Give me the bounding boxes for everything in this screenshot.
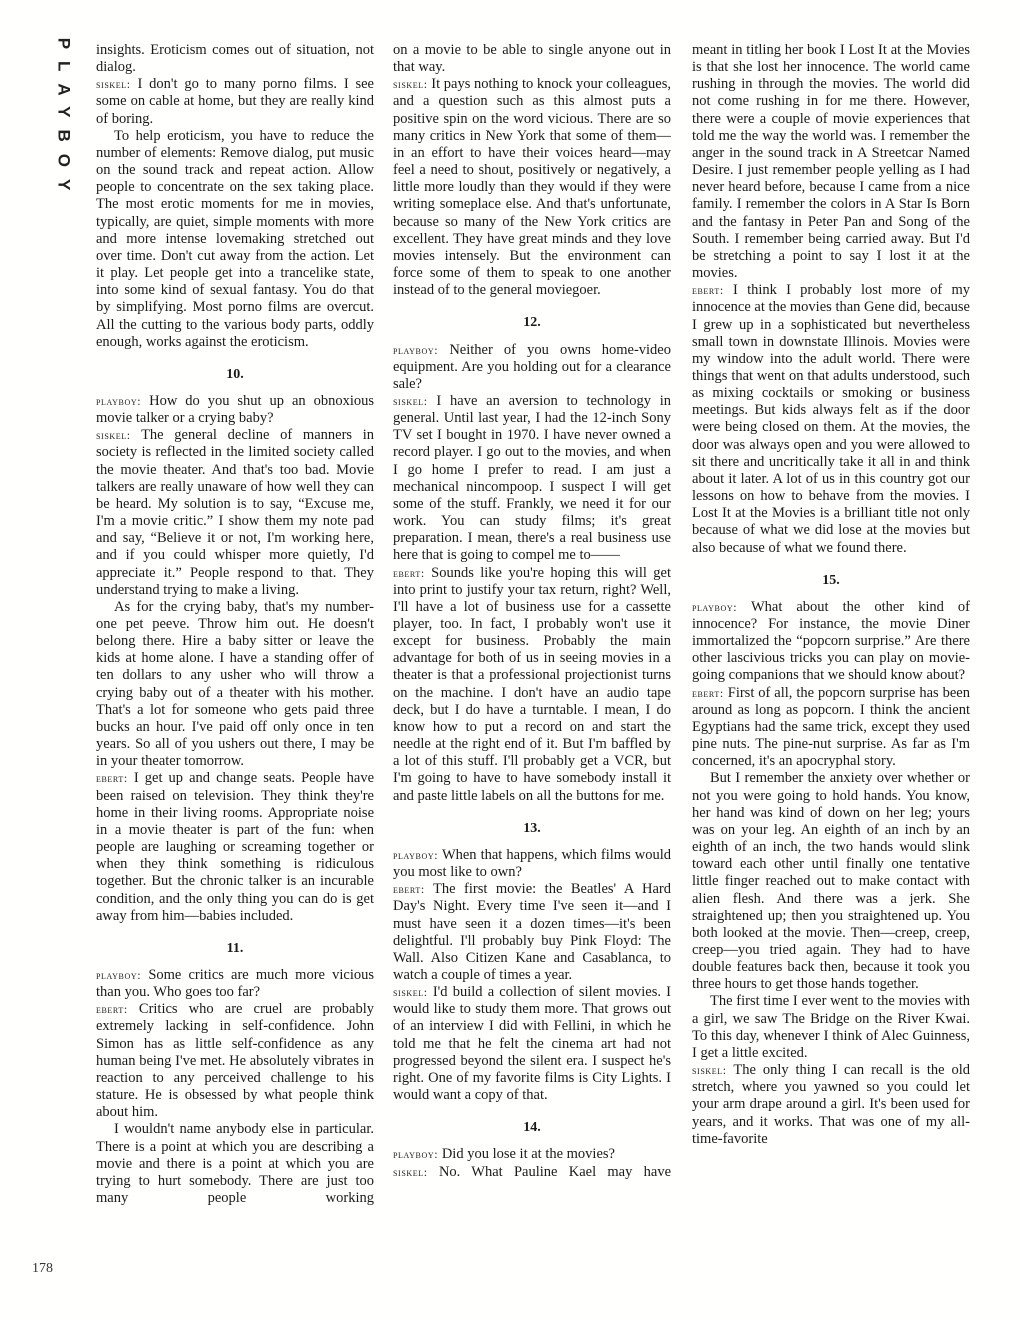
paragraph-text: Sounds like you're hoping this will get into print to justify your tax return, right? Well, I'll have a lot of business use for a cassette player, too. In fact, I probably won't use it except for business. Probably the main advantage for both of us in seeing movies in a theater is that a professional projectionist turns on the machine. I don't have an audio tape deck, but I do have a turntable. I mean, I do know how to put a record on and start the needle at the right end of it. But I'm baffled by a lot of this stuff. I'll probably get a VCR, but I'm going to have to have somebody install it and paste little labels on all the buttons for me. [393, 564, 671, 804]
speaker-label: playboy: [96, 393, 142, 408]
paragraph-text: Some critics are much more vicious than you. Who goes too far? [96, 966, 374, 1001]
paragraph-text: It pays nothing to knock your colleagues, and a question such as this almost puts a positive spin on the word vicious. There are so many critics in New York that some of them—in an effort to have their voices heard—may feel a need to shout, positively or negatively, a little more loudly than they would if they were writing someplace else. And that's unfortunate, because so many of the New York critics are excellent. They have great minds and they love movies intensely. But the environment can force some of them to speak to one another instead of to the general moviegoer. [393, 76, 671, 299]
paragraph-text: What about the other kind of innocence? For instance, the movie Diner immortalized the “popcorn surprise.” Are there other lascivious tricks you can play on movie-going companions that we should know about? [692, 598, 970, 684]
paragraph-text: I'd build a collection of silent movies. I would like to study them more. That grows out of an interview I did with Fellini, in which he told me that he felt the cinema art had not progressed beyond the silent era. I suspect he's right. One of my favorite films is City Lights. I would want a copy of that. [393, 984, 671, 1104]
body-paragraph [96, 42, 374, 76]
paragraph-text: The general decline of manners in society is reflected in the limited society called the movie theater. And that's too bad. Movie talkers are really unaware of how well they can be heard. My solution is to say, “Excuse me, I'm a movie critic.” I show them my note pad and say, “Believe it or not, I'm working here, and if you could whisper more quietly, I'd appreciate it.” People respond to that. They understand trying to make a living. [96, 427, 374, 598]
body-paragraph [96, 599, 374, 771]
interview-paragraph [393, 881, 671, 984]
paragraph-text: I don't go to many porno films. I see some on cable at home, but they are really kind of boring. [96, 76, 374, 127]
interview-paragraph [692, 599, 970, 685]
speaker-label: playboy: [692, 599, 738, 614]
speaker-label: playboy: [393, 1147, 439, 1162]
speaker-label: ebert: [393, 565, 425, 580]
speaker-label: playboy: [393, 342, 439, 357]
section-number: 10. [226, 366, 244, 382]
section-number: 11. [226, 940, 244, 956]
speaker-label: siskel: [96, 428, 131, 443]
paragraph-text: The only thing I can recall is the old stretch, where you yawned so you could let your arm drape around a girl. It's been used for years, and it works. That was one of my all-time-favorite [692, 1062, 970, 1147]
speaker-label: siskel: [692, 1063, 727, 1078]
interview-paragraph [692, 1062, 970, 1148]
body-paragraph [692, 770, 970, 993]
text-column-1 [96, 42, 374, 1278]
interview-paragraph [393, 984, 671, 1104]
paragraph-text: I wouldn't name anybody else in particular. There is a point at which you are describing a movie and there is a point at which you are trying to hurt somebody. There are just too many people working [96, 1121, 374, 1206]
body-paragraph [692, 993, 970, 1062]
interview-paragraph [692, 685, 970, 771]
speaker-label: siskel: [393, 393, 428, 408]
paragraph-text: As for the crying baby, that's my number-one pet peeve. Throw him out. He doesn't belong there. Hire a baby sitter or leave the kids at home alone. I have a standing offer of ten dollars to any usher who will throw a crying baby out of a theater with his mother. That's a lot for someone who gets paid three bucks an hour. I've paid off only once in ten years. So all of you ushers out there, I may be in your theater tomorrow. [96, 598, 374, 770]
speaker-label: siskel: [393, 77, 428, 92]
speaker-label: siskel: [393, 985, 428, 1000]
paragraph-text: I have an aversion to technology in general. Until last year, I had the 12-inch Sony TV set I bought in 1970. I have never owned a record player. I go out to the movies, and when I go home I prefer to read. I am just a mechanical nincompoop. I suspect I will get some of the stuff. Frankly, we need it for our work. You can study films; it's great preparation. I mean, there's a real business use here that is going to compel me to—— [393, 392, 671, 564]
paragraph-text: No. What Pauline Kael may have [438, 1163, 671, 1180]
paragraph-text: When that happens, which films would you most like to own? [393, 846, 671, 881]
speaker-label: siskel: [393, 1164, 428, 1179]
section-number: 14. [523, 1120, 541, 1136]
interview-paragraph [393, 76, 671, 299]
speaker-label: playboy: [96, 967, 142, 982]
paragraph-text: To help eroticism, you have to reduce the number of elements: Remove dialog, put music on the sound track and repeat action. Allow people to concentrate on the sex taking place. The most erotic moments for me in movies, typically, are quiet, simple moments with more and more intense lovemaking stretched out over time. Don't cut away from the action. Let it play. Let people get into a trancelike state, into some kind of sexual fantasy. You do that by simplifying. Most porno films are overcut. All the cutting to the various body parts, oddly enough, works against the eroticism. [96, 127, 374, 350]
logo-text: PLAYBOY [54, 37, 73, 203]
text-column-2 [393, 42, 671, 1278]
speaker-label: ebert: [96, 771, 128, 786]
body-paragraph [692, 42, 970, 282]
interview-paragraph [96, 967, 374, 1001]
interview-paragraph [96, 393, 374, 427]
paragraph-text: I think I probably lost more of my innocence at the movies than Gene did, because I grew up in a sophisticated but nevertheless small town in downstate Illinois. Movies were my window into the adult world. There were things that went on that adults understood, such as mixing cocktails or smoking or business meetings. But kids always felt as if the door were being closed on them. At the movies, the door was always open and you were allowed to sit there and uncritically take it all in and think about it later. A lot of us in this country got our lessons on how to behave from the movies. I Lost It at the Movies is a brilliant title not only because of what we did lose at the movies but also because of what we found there. [692, 282, 970, 556]
page-number: 178 [32, 1261, 53, 1276]
speaker-label: ebert: [96, 1002, 128, 1017]
playboy-vertical-logo [44, 37, 82, 203]
interview-paragraph [393, 393, 671, 565]
paragraph-text: How do you shut up an obnoxious movie talker or a crying baby? [96, 392, 374, 427]
paragraph-text: I get up and change seats. People have been raised on television. They think they're home in their living rooms. Appropriate noise in a movie theater is part of the fun: when people are laughing or screaming together or when they think something is ridiculous together. But the chronic talker is an incurable condition, and the only thing you can do is get away from him—babies included. [96, 770, 374, 924]
paragraph-text: The first movie: the Beatles' A Hard Day's Night. Every time I've seen it—and I must have seen it a dozen times—it's been delightful. I'll probably buy Pink Floyd: The Wall. Also Citizen Kane and Casablanca, to watch a couple of times a year. [393, 881, 671, 983]
paragraph-text: First of all, the popcorn surprise has been around as long as popcorn. I think the ancient Egyptians had the same trick, except they used pine nuts. The pine-nut surprise. As far as I'm concerned, it's an apocryphal story. [692, 684, 970, 770]
speaker-label: ebert: [692, 685, 724, 700]
interview-paragraph [393, 1146, 671, 1163]
speaker-label: ebert: [692, 283, 724, 298]
section-number: 15. [822, 572, 840, 588]
paragraph-text: Did you lose it at the movies? [441, 1146, 615, 1163]
paragraph-text: The first time I ever went to the movies with a girl, we saw The Bridge on the River Kwai. To this day, whenever I think of Alec Guinness, I get a little excited. [692, 993, 970, 1061]
interview-paragraph [393, 1164, 671, 1181]
speaker-label: ebert: [393, 882, 425, 897]
section-number: 13. [523, 820, 541, 836]
interview-paragraph [96, 427, 374, 599]
paragraph-text: meant in titling her book I Lost It at the Movies is that she lost her innocence. The world came rushing in through the movies. The world did not come rushing in for me there. However, there were a couple of movie experiences that told me the way the world was. I remember the anger in the sound track in A Streetcar Named Desire. I just remember people yelling as I had never heard before, because I came from a nice family. I remember the colors in A Star Is Born and the fantasy in Peter Pan and Song of the South. I remember being carried away. But I'd be stretching a point to say I lost it at the movies. [692, 42, 970, 282]
paragraph-text: Neither of you owns home-video equipment. Are you holding out for a clearance sale? [393, 341, 671, 392]
body-paragraph [393, 42, 671, 76]
paragraph-text: on a movie to be able to single anyone out in that way. [393, 42, 671, 76]
interview-paragraph [393, 565, 671, 805]
speaker-label: playboy: [393, 847, 439, 862]
interview-paragraph [96, 1001, 374, 1121]
interview-paragraph [96, 770, 374, 924]
interview-paragraph [692, 282, 970, 557]
body-paragraph [96, 128, 374, 351]
interview-paragraph [96, 76, 374, 127]
interview-paragraph [393, 847, 671, 881]
text-column-3 [692, 42, 970, 1278]
interview-paragraph [393, 342, 671, 393]
section-number: 12. [523, 315, 541, 331]
paragraph-text: insights. Eroticism comes out of situation, not dialog. [96, 42, 374, 76]
paragraph-text: But I remember the anxiety over whether or not you were going to hold hands. You know, her hand was kind of down on her leg; yours was on your leg. An eighth of an inch by an eighth of an inch, the two hands would slink toward each other until finally one tentative little finger reached out to make contact with alien flesh. And there was a jerk. She straightened up; then you straightened up. You both looked at the movie. Then—creep, creep, creep—you tried again. They had to have double features back then, because it took you three hours to get those hands together. [692, 770, 970, 993]
speaker-label: siskel: [96, 77, 131, 92]
body-paragraph [96, 1121, 374, 1207]
paragraph-text: Critics who are cruel are probably extremely lacking in self-confidence. John Simon has as little self-confidence as any human being I've met. He absolutely vibrates in reaction to any perceived challenge to his stature. He is obsessed by what people think about him. [96, 1001, 374, 1121]
